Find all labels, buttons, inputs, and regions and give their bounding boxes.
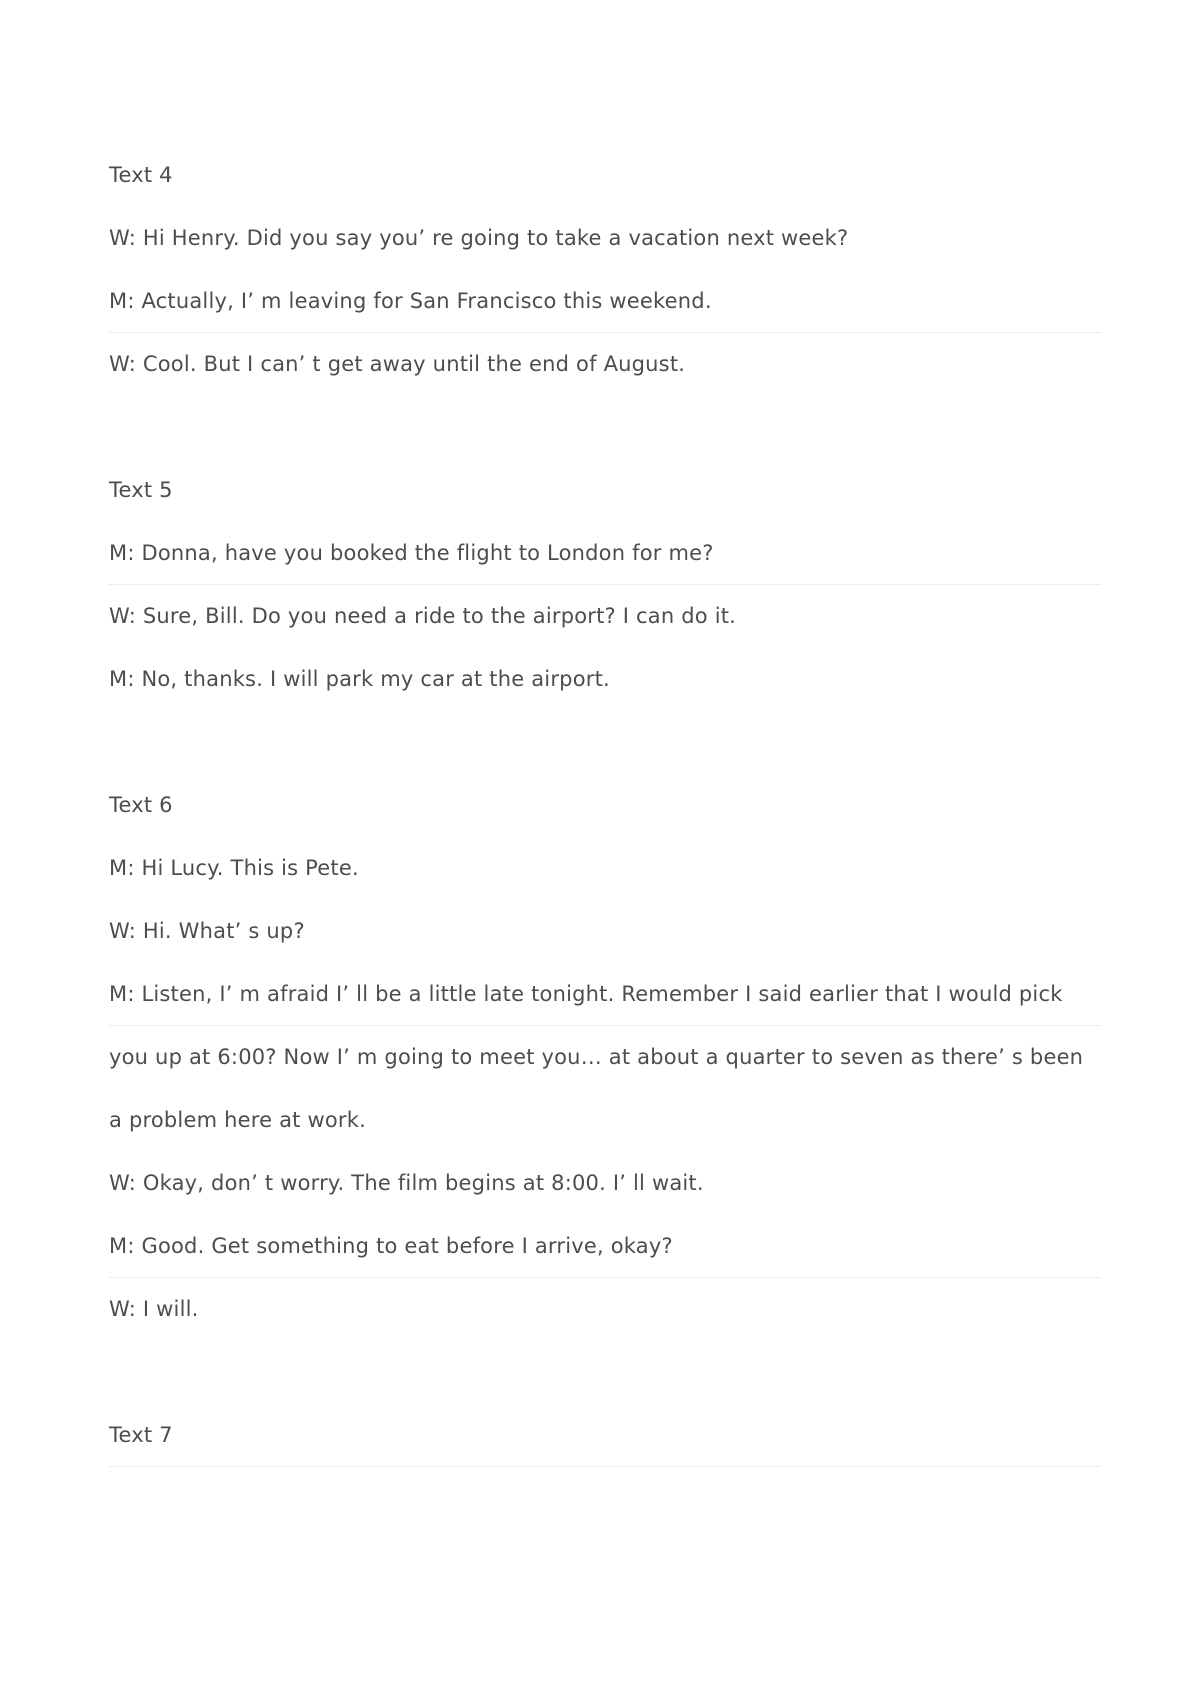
section-heading-text-4: Text 4 bbox=[109, 163, 173, 187]
section-heading-text-7: Text 7 bbox=[109, 1404, 1101, 1467]
dialogue-line: M: Hi Lucy. This is Pete. bbox=[109, 856, 359, 880]
dialogue-line: W: I will. bbox=[109, 1297, 199, 1321]
dialogue-line: M: Good. Get something to eat before I arrive, okay? bbox=[109, 1215, 1101, 1278]
dialogue-line-continued: a problem here at work. bbox=[109, 1108, 366, 1132]
dialogue-line: W: Okay, don’ t worry. The film begins at 8:00. I’ ll wait. bbox=[109, 1171, 704, 1195]
dialogue-line: M: Listen, I’ m afraid I’ ll be a little late tonight. Remember I said earlier that I would pick bbox=[109, 963, 1101, 1026]
dialogue-line: W: Cool. But I can’ t get away until the end of August. bbox=[109, 352, 686, 376]
dialogue-line: M: Donna, have you booked the flight to London for me? bbox=[109, 522, 1101, 585]
dialogue-line: M: No, thanks. I will park my car at the airport. bbox=[109, 667, 610, 691]
dialogue-line: W: Hi. What’ s up? bbox=[109, 919, 305, 943]
dialogue-line: W: Hi Henry. Did you say you’ re going to take a vacation next week? bbox=[109, 226, 849, 250]
dialogue-line-continued: you up at 6:00? Now I’ m going to meet you… at about a quarter to seven as there’ s been bbox=[109, 1045, 1084, 1069]
dialogue-line: M: Actually, I’ m leaving for San Francisco this weekend. bbox=[109, 270, 1101, 333]
section-heading-text-5: Text 5 bbox=[109, 478, 173, 502]
dialogue-line: W: Sure, Bill. Do you need a ride to the airport? I can do it. bbox=[109, 604, 737, 628]
section-heading-text-6: Text 6 bbox=[109, 793, 173, 817]
